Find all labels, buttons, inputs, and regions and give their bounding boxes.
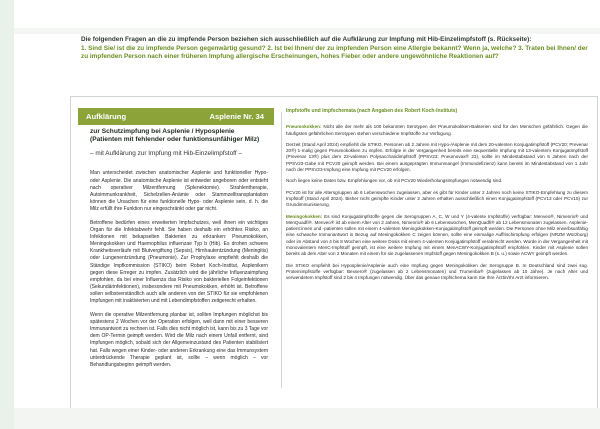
title-ribbon <box>78 108 274 125</box>
pneumokokken-text: Nicht alle der mehr als 100 bekannten Serotypen der Pneumokokken-Bakterien sind für den Menschen gefährlich. Gegen die häufigsten gefährlichen Serotypen stehen verschiedene Impfstoffe zur Verfügung. <box>286 124 588 136</box>
column-divider <box>281 112 282 388</box>
top-band <box>14 28 600 34</box>
header-questions-list: 1. Sind Sie/ ist die zu impfende Person gegenwärtig gesund? 2. Ist bei Ihnen/ der zu impfenden Person eine Allergie bekannt? Wenn ja, welche? 3. Traten bei Ihnen/ der zu impfenden Person nach einer früheren Impfung allergische Erscheinungen, hohes Fieber oder andere ungewöhnliche Reaktionen auf? <box>81 44 588 61</box>
paragraph-pcv20: PCV20 ist für alle Altersgruppen ab 6 Lebenswochen zugelassen, aber es gibt für Kinder unter 2 Jahren noch keine STIKO-Empfehlung zu diesem Impfstoff (Stand April 2024). Bisher nicht geimpfte Kinder unter 2 Jahren erhalten ausschließlich einen Konjugatimpfstoff (PCV13 oder PCV15) zur Grundimmunisierung. <box>286 189 588 208</box>
paragraph-meningokokken <box>286 214 588 258</box>
header-intro: Die folgenden Fragen an die zu impfende Person beziehen sich ausschließlich auf die Aufklärung zur Impfung mit Hib-Einzelimpfstoff (s. Rückseite): <box>81 36 532 43</box>
document-subtitle-paren: (Patienten mit fehlender oder funktionsunfähiger Milz) <box>90 136 260 144</box>
document-title: zur Schutzimpfung bei Asplenie / Hyposplenie <box>90 128 235 135</box>
meningokokken-label: Meningokokken: <box>286 213 323 219</box>
top-bar <box>14 0 600 28</box>
paragraph-intro: Man unterscheidet zwischen anatomischer Asplenie und funktioneller Hypo- oder Asplenie. Die anatomische Asplenie ist entweder angeboren oder entsteht nach operativer Milzentfernung (Splenektomie). Strahlentherapie, Autoimmunkrankheit, Sichelzellen-Anämie oder Stammzelltransplantation können die Ursachen für eine funktionelle Hypo- oder Asplenie sein, d. h. die Milz erfüllt ihre Funktion nur eingeschränkt oder gar nicht. <box>90 170 268 212</box>
left-column <box>90 128 268 369</box>
paragraph-timing: Wenn die operative Milzentfernung planbar ist, sollten Impfungen möglichst bis spätestens 2 Wochen vor der Operation erfolgen, weil dann mit einer besseren Immunantwort zu rechnen ist. Falls dies nicht möglich ist, kann bis zu 3 Tage vor dem OP-Termin geimpft werden. Wird die Milz nach einem Unfall entfernt, sind Impfungen möglich, sobald sich der Allgemeinzustand des Patienten stabilisiert hat. Falls wegen einer Kinder- oder anderen Erkrankung eine das Immunsystem unterdrückende Therapie geplant ist, sollte – wenn möglich – vor Behandlungsbeginn geimpft werden. <box>90 312 268 368</box>
header-questions <box>81 36 591 62</box>
left-stripe <box>0 0 14 429</box>
paragraph-stiko: Die STIKO empfiehlt bei Hyposplenie/Asplenie auch eine Impfung gegen Meningokokken der Serogruppe B. In Deutschland sind zwei sog. Proteinimpfstoffe verfügbar: Bexsero® (zugelassen ab 2 Lebensmonaten) und Trumenba® (zugelassen ab 10 Jahre). Je nach Alter und verwendetem Impfstoff sind 2 bis 4 Impfungen notwendig. Über das genaue Impfschema kann Sie Ihre Ärztin/Ihr Arzt informieren. <box>286 262 588 281</box>
pneumokokken-label: Pneumokokken: <box>286 124 322 130</box>
right-heading: Impfstoffe und Impfschemata (nach Angaben des Robert Koch-Instituts) <box>286 108 458 114</box>
document-subtitle: – mit Aufklärung zur Impfung mit Hib-Einzelimpfstoff – <box>90 150 242 158</box>
paragraph-risks: Betroffene bedürfen eines erweiterten Impfschutzes, weil ihnen ein wichtiges Organ für die Infektabwehr fehlt. Sie haben deshalb ein erhöhtes Risiko, an Infektionen mit bekapselten Bakterien zu erkranken: Pneumokokken, Meningokokken und Haemophilus influenzae Typ b (Hib). Es drohen schwere Krankheitsverläufe mit Blutvergiftung (Sepsis), Hirnhautentzündung (Meningitis) oder Lungenentzündung (Pneumonie). Zur Prophylaxe empfiehlt deshalb die Ständige Impfkommission (STIKO) beim Robert Koch-Institut, Asplenikern gegen diese Erreger zu impfen. Zusätzlich wird die jährliche Influenzaimpfung empfohlen, da bei einer Influenza das Risiko von bakteriellen Folgeinfektionen (Sekundärinfektionen), insbesondere mit Pneumokokken, erhöht ist. Betroffene sollen selbstverständlich auch alle anderen von der STIKO für sie empfohlenen Impfungen mit inaktivierten und mit Lebendimpfstoffen zeitgerecht erhalten. <box>90 219 268 304</box>
ribbon-number: Asplenie Nr. 34 <box>209 112 264 121</box>
paragraph-pneumokokken <box>286 124 588 137</box>
right-column <box>286 108 588 282</box>
paragraph-derzeit: Derzeit (Stand April 2024) empfiehlt die STIKO, Personen ab 2 Jahren mit Hypo-/Asplenie mit dem 20-valenten Konjugatimpfstoff (PCV20; Prevenar 20®) 1-malig gegen Pneumokokken zu impfen. Erfolgte in der Vergangenheit bereits eine sequentielle Impfung mit 13-valentem Konjugatimpfstoff (Prevenar 13®) plus dem 23-valenten Polysaccharidimpfstoff (PPSV23; Pneumovax® 23), sollte im Mindestabstand von 6 Jahren nach der PPSV23-Gabe mit PCV20 geimpft werden. Bei einem ausgeprägten Immunmangel (Immundefizienz) kann bereits im Mindestabstand von 1 Jahr nach der PPSV23-Impfung eine Impfung mit PCV20 erfolgen. <box>286 141 588 173</box>
paragraph-noch: Noch liegen keine Daten bzw. Empfehlungen vor, ob mit PCV20 Wiederholungsimpfungen notwendig sind. <box>286 178 503 184</box>
meningokokken-text: Es sind Konjugatimpfstoffe gegen die Serogruppen A, C, W und Y (4-valente Impfstoffe) verfügbar: Menveo®, Nimenrix® und MenQuadfi®. Menveo® ist ab einem Alter von 2 Jahren, Nimenrix® ab 6 Lebenswochen, MenQuadfi® ab 12 Lebensmonaten zugelassen. Asplenie-patient:innen und -patienten sollen mit einem 4-valenten Meningokokken-Konjugatimpfstoff geimpft werden. Die Personen ohne Milz erwerbsunfähig eine schwache Immunantwort in Bezug auf Meningokokken C zeigen können, sollte eine einmalige Auffrischimpfung erfolgen (NRZM Würzburg) oder im Abstand von 4 bis 8 Wochen eine weitere Dosis mit einem 4-valenten Konjugatimpfstoff verabreicht werden. Wurde in der Vergangenheit mit monovalentem MenC-Impfstoff geimpft, ist eine weitere Impfung mit einem MenACWY-Konjugatimpfstoff empfohlen. Kinder mit Asplenie sollen bereits ab dem Alter von 2 Monaten mit einem für sie zugelassenen Impfstoff gegen Meningokokken B (s. u.) sowie ACWY geimpft werden. <box>286 213 588 257</box>
bottom-band <box>14 408 600 429</box>
ribbon-title: Aufklärung <box>86 112 127 121</box>
